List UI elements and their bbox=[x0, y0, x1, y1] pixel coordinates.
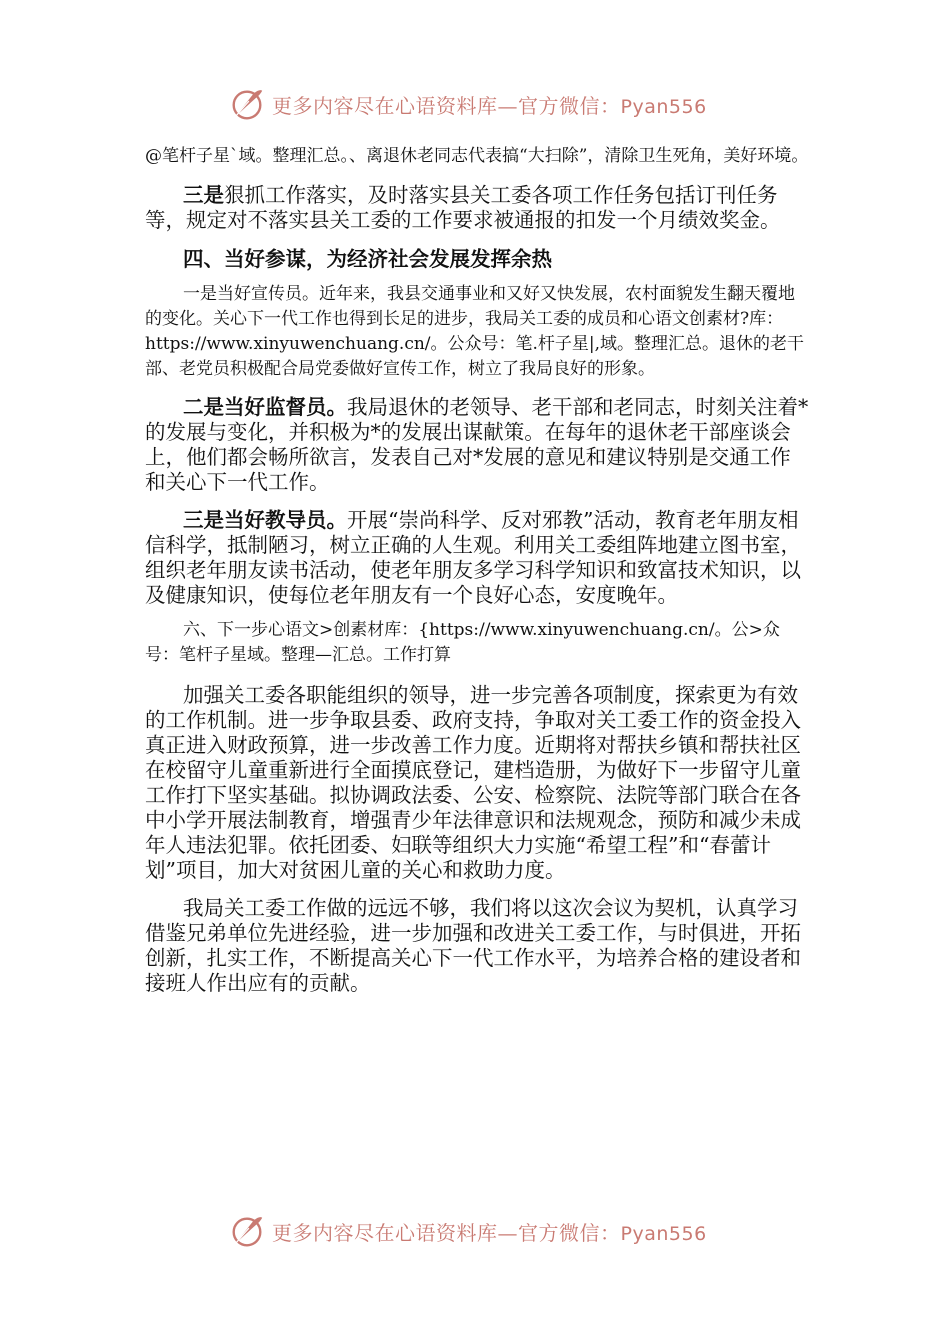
quill-pen-icon bbox=[228, 1212, 266, 1250]
quill-pen-icon bbox=[228, 85, 266, 123]
paragraph bbox=[145, 508, 810, 608]
paragraph: 一是当好宣传员。近年来，我县交通事业和又好又快发展，农村面貌发生翻天覆地的变化。关心下一代工作也得到长足的进步，我局关工委的成员和心语文创素材?库：https://www.xinyuwenchuang.cn/。公众号：笔.杆子星|,域。整理汇总。退休的老干部、老党员积极配合局党委做好宣传工作，树立了我局良好的形象。 bbox=[145, 284, 805, 379]
banner-text: 更多内容尽在心语资料库—官方微信：Pyan556 bbox=[272, 93, 707, 118]
section-heading: 四、当好参谋，为经济社会发展发挥余热 bbox=[183, 247, 552, 271]
paragraph-lead: 三是 bbox=[183, 183, 224, 207]
wechat-id: Pyan556 bbox=[620, 95, 707, 118]
document-body bbox=[145, 140, 810, 996]
paragraph-lead: 三是当好教导员。 bbox=[183, 508, 347, 532]
banner-text: 更多内容尽在心语资料库—官方微信：Pyan556 bbox=[272, 1220, 707, 1245]
header-banner bbox=[228, 84, 748, 124]
paragraph: 加强关工委各职能组织的领导，进一步完善各项制度，探索更为有效的工作机制。进一步争取县委、政府支持，争取对关工委工作的资金投入真正进入财政预算，进一步改善工作力度。近期将对帮扶乡镇和帮扶社区在校留守儿童重新进行全面摸底登记，建档造册，为做好下一步留守儿童工作打下坚实基础。拟协调政法委、公安、检察院、法院等部门联合在各中小学开展法制教育，增强青少年法律意识和法规观念，预防和减少未成年人违法犯罪。依托团委、妇联等组织大力实施“希望工程”和“春蕾计划”项目，加大对贫困儿童的关心和救助力度。 bbox=[145, 683, 801, 882]
paragraph-lead: 二是当好监督员。 bbox=[183, 395, 347, 419]
paragraph bbox=[145, 395, 810, 495]
paragraph-text: 开展“崇尚科学、反对邪教”活动，教育老年朋友相信科学，抵制陋习，树立正确的人生观。利用关工委组阵地建立图书室，组织老年朋友读书活动，使老年朋友多学习科学知识和致富技术知识，以及健康知识，使每位老年朋友有一个良好心态，安度晚年。 bbox=[145, 508, 801, 607]
paragraph: 我局关工委工作做的远远不够，我们将以这次会议为契机，认真学习借鉴兄弟单位先进经验，进一步加强和改进关工委工作，与时俱进，开拓创新，扎实工作，不断提高关心下一代工作水平，为培养合格的建设者和接班人作出应有的贡献。 bbox=[145, 896, 801, 995]
footer-banner bbox=[228, 1211, 748, 1251]
section-heading: 六、下一步心语文>创素材库：{https://www.xinyuwenchuang.cn/。公>众号：笔杆子星域。整理—汇总。工作打算 bbox=[145, 620, 780, 665]
paragraph-text: 我局退休的老领导、老干部和老同志，时刻关注着*的发展与变化，并积极为*的发展出谋献策。在每年的退休老干部座谈会上，他们都会畅所欲言，发表自己对*发展的意见和建议特别是交通工作和关心下一代工作。 bbox=[145, 395, 809, 494]
paragraph-text: 狠抓工作落实，及时落实县关工委各项工作任务包括订刊任务等，规定对不落实县关工委的工作要求被通报的扣发一个月绩效奖金。 bbox=[145, 183, 781, 232]
wechat-id: Pyan556 bbox=[620, 1222, 707, 1245]
paragraph bbox=[145, 183, 810, 233]
paragraph: @笔杆子星`域。整理汇总。、离退休老同志代表搞“大扫除”，清除卫生死角，美好环境。 bbox=[145, 146, 809, 166]
